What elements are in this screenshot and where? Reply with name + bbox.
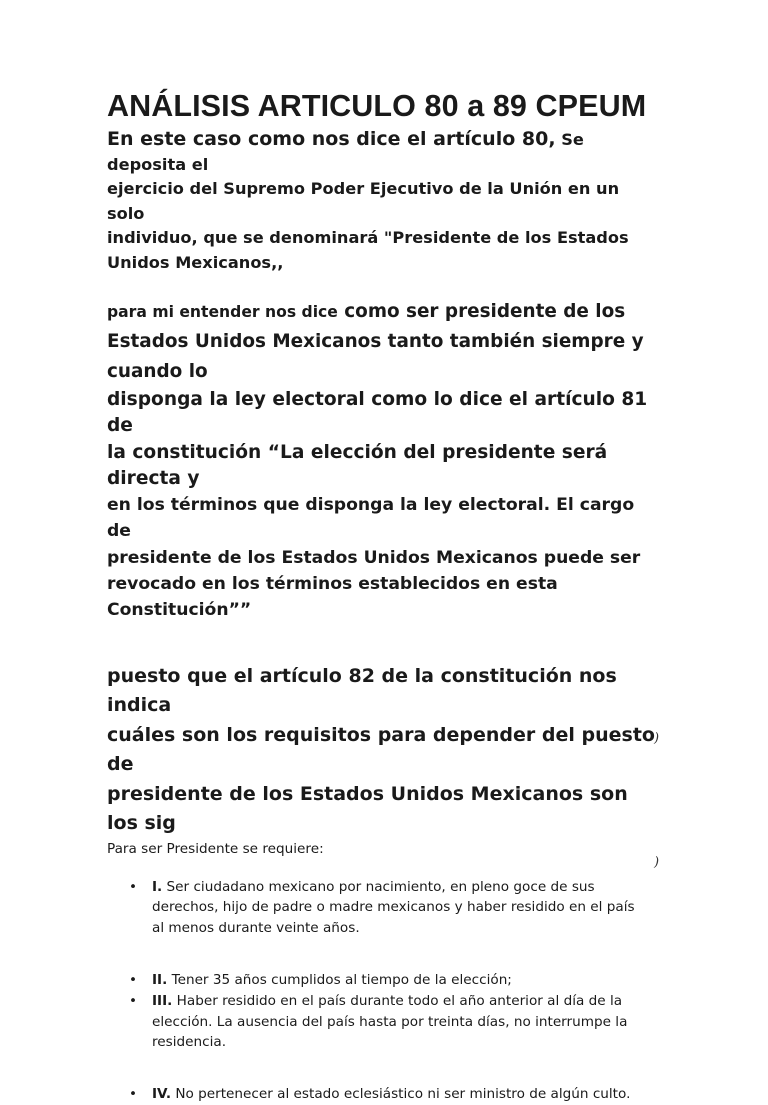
requirement-text: derechos, hijo de padre o madre mexicanos y haber residido en el país	[152, 899, 635, 916]
article-82-line-2: cuáles son los requisitos para depender del puesto de	[107, 723, 655, 776]
interpretation-line-3: cuando lo	[107, 361, 208, 382]
bullet-icon: •	[129, 1086, 138, 1103]
article-81-paragraph	[107, 387, 662, 624]
intro-line-1-rest: Se deposita el	[107, 130, 584, 174]
stray-parenthesis-mark: )	[654, 855, 660, 870]
article-82-paragraph	[107, 662, 662, 839]
requirement-text: No pertenecer al estado eclesiástico ni ser ministro de algún culto.	[171, 1086, 631, 1103]
requirement-number: III.	[152, 992, 173, 1009]
requirement-text: residencia.	[152, 1034, 227, 1051]
requirement-text: elección. La ausencia del país hasta por treinta días, no interrumpe la	[152, 1013, 628, 1030]
requirement-item	[107, 991, 662, 1053]
intro-line-2: ejercicio del Supremo Poder Ejecutivo de la Unión en un solo	[107, 179, 620, 223]
bullet-icon: •	[129, 878, 138, 895]
interpretation-lead: para mi entender nos dice	[107, 303, 338, 321]
article-81-line-4: presidente de los Estados Unidos Mexicanos puede ser	[107, 547, 641, 568]
requirement-text: Ser ciudadano mexicano por nacimiento, en pleno goce de sus	[162, 878, 595, 895]
interpretation-line-1-rest: como ser presidente de los	[344, 301, 626, 322]
intro-line-3: individuo, que se denominará "Presidente de los Estados	[107, 228, 629, 247]
intro-line-4: Unidos Mexicanos,,	[107, 252, 284, 272]
document-page	[107, 88, 662, 1105]
article-81-line-3: en los términos que disponga la ley electoral. El cargo de	[107, 495, 635, 542]
article-81-line-2: la constitución “La elección del presidente será directa y	[107, 441, 608, 489]
intro-lead: En este caso como nos dice el artículo 80,	[107, 128, 556, 150]
bullet-icon: •	[129, 972, 138, 989]
requirement-number: II.	[152, 972, 168, 989]
article-82-line-1: puesto que el artículo 82 de la constitución nos indica	[107, 664, 617, 717]
article-81-line-1: disponga la ley electoral como lo dice el artículo 81 de	[107, 389, 648, 437]
requirement-text: Tener 35 años cumplidos al tiempo de la elección;	[167, 972, 512, 989]
requirement-item	[107, 1084, 662, 1105]
interpretation-paragraph	[107, 297, 662, 387]
interpretation-line-2: Estados Unidos Mexicanos tanto también siempre y	[107, 331, 644, 352]
bullet-icon: •	[129, 992, 138, 1009]
page-title: ANÁLISIS ARTICULO 80 a 89 CPEUM	[107, 89, 647, 123]
requirement-item	[107, 970, 662, 991]
requirement-number: I.	[152, 878, 163, 895]
stray-parenthesis-mark: )	[654, 731, 660, 746]
requirement-item	[107, 877, 662, 939]
intro-paragraph	[107, 127, 662, 275]
requirement-number: IV.	[152, 1086, 171, 1103]
article-81-line-5: revocado en los términos establecidos en esta	[107, 574, 558, 595]
requirement-text: Haber residido en el país durante todo el año anterior al día de la	[172, 992, 623, 1009]
article-81-line-6: Constitución””	[107, 600, 252, 621]
article-82-line-3: presidente de los Estados Unidos Mexicanos son los sig	[107, 782, 628, 835]
requirements-label: Para ser Presidente se requiere:	[107, 840, 324, 857]
requirement-text: al menos durante veinte años.	[152, 920, 360, 937]
requirements-list	[107, 877, 662, 1105]
